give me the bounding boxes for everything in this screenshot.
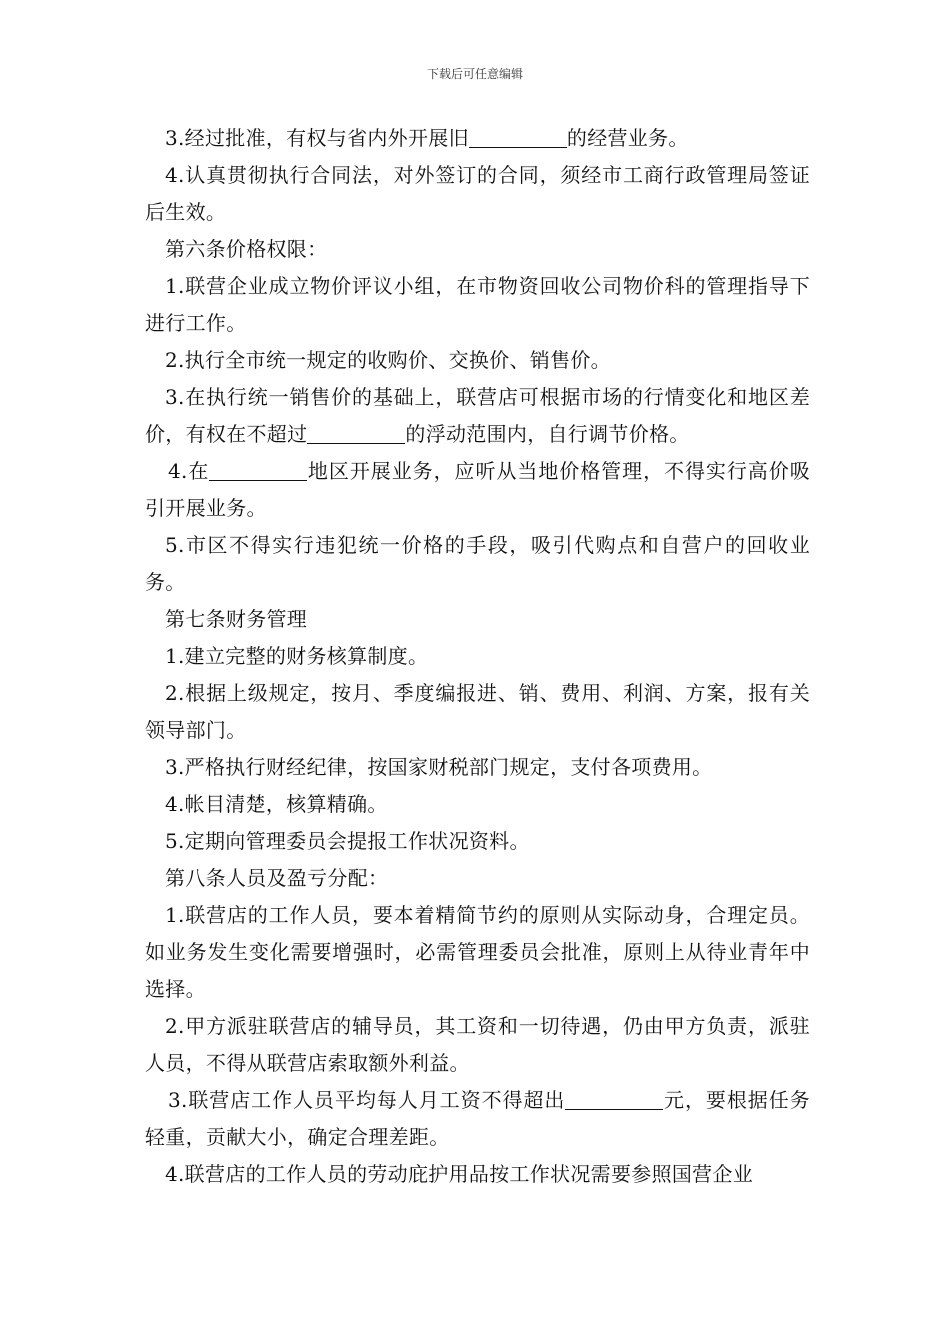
- fill-in-blank: [209, 460, 307, 481]
- paragraph-text: 3.在执行统一销售价的基础上，联营店可根据市场的行情变化和地区差价，有权在不超过: [145, 385, 810, 446]
- paragraph: [145, 749, 810, 786]
- paragraph: [145, 268, 810, 342]
- fill-in-blank: [565, 1089, 663, 1110]
- paragraph-text: 第七条财务管理: [165, 607, 308, 631]
- paragraph-text: 第六条价格权限：: [165, 237, 328, 261]
- paragraph: [145, 897, 810, 1008]
- paragraph: [145, 453, 810, 527]
- paragraph-text: 4.帐目清楚，核算精确。: [165, 792, 388, 816]
- paragraph-text-after-blank: 元，要根据任务轻重，贡献大小，确定合理差距。: [145, 1088, 810, 1149]
- paragraph: [145, 601, 810, 638]
- paragraph-text: 3.联营店工作人员平均每人月工资不得超出: [168, 1088, 566, 1112]
- paragraph-text: 5.市区不得实行违犯统一价格的手段，吸引代购点和自营户的回收业务。: [145, 533, 810, 594]
- paragraph: [145, 157, 810, 231]
- paragraph-text: 5.定期向管理委员会提报工作状况资料。: [165, 829, 530, 853]
- paragraph-text: 2.根据上级规定，按月、季度编报进、销、费用、利润、方案，报有关领导部门。: [145, 681, 810, 742]
- paragraph-text: 2.甲方派驻联营店的辅导员，其工资和一切待遇，仍由甲方负责，派驻人员，不得从联营店索取额外利益。: [145, 1014, 810, 1075]
- paragraph: [145, 120, 810, 157]
- paragraph: [145, 786, 810, 823]
- paragraph-text-after-blank: 地区开展业务，应听从当地价格管理，不得实行高价吸引开展业务。: [145, 459, 810, 520]
- document-body: [145, 120, 810, 1193]
- paragraph-text: 1.联营店的工作人员，要本着精简节约的原则从实际动身，合理定员。如业务发生变化需要增强时，必需管理委员会批准，原则上从待业青年中选择。: [145, 903, 810, 1001]
- paragraph: [145, 823, 810, 860]
- fill-in-blank: [469, 127, 567, 148]
- paragraph: [145, 638, 810, 675]
- paragraph-text: 1.联营企业成立物价评议小组，在市物资回收公司物价科的管理指导下进行工作。: [145, 274, 810, 335]
- paragraph-text: 2.执行全市统一规定的收购价、交换价、销售价。: [165, 348, 611, 372]
- paragraph: [145, 860, 810, 897]
- page-header: 下载后可任意编辑: [426, 67, 523, 81]
- paragraph-text: 1.建立完整的财务核算制度。: [165, 644, 429, 668]
- paragraph-text: 3.经过批准，有权与省内外开展旧: [165, 126, 469, 150]
- paragraph-text-after-blank: 的浮动范围内，自行调节价格。: [405, 422, 690, 446]
- paragraph: [145, 1008, 810, 1082]
- fill-in-blank: [307, 423, 405, 444]
- paragraph-text-after-blank: 的经营业务。: [566, 126, 689, 150]
- paragraph: [145, 675, 810, 749]
- paragraph: [145, 1156, 810, 1193]
- paragraph: [145, 527, 810, 601]
- paragraph-text: 第八条人员及盈亏分配：: [165, 866, 389, 890]
- paragraph: [145, 1082, 810, 1156]
- paragraph: [145, 342, 810, 379]
- paragraph-text: 4.在: [168, 459, 210, 483]
- paragraph: [145, 379, 810, 453]
- paragraph-text: 3.严格执行财经纪律，按国家财税部门规定，支付各项费用。: [165, 755, 713, 779]
- paragraph-text: 4.联营店的工作人员的劳动庇护用品按工作状况需要参照国营企业: [165, 1162, 754, 1186]
- paragraph: [145, 231, 810, 268]
- paragraph-text: 4.认真贯彻执行合同法，对外签订的合同，须经市工商行政管理局签证后生效。: [145, 163, 810, 224]
